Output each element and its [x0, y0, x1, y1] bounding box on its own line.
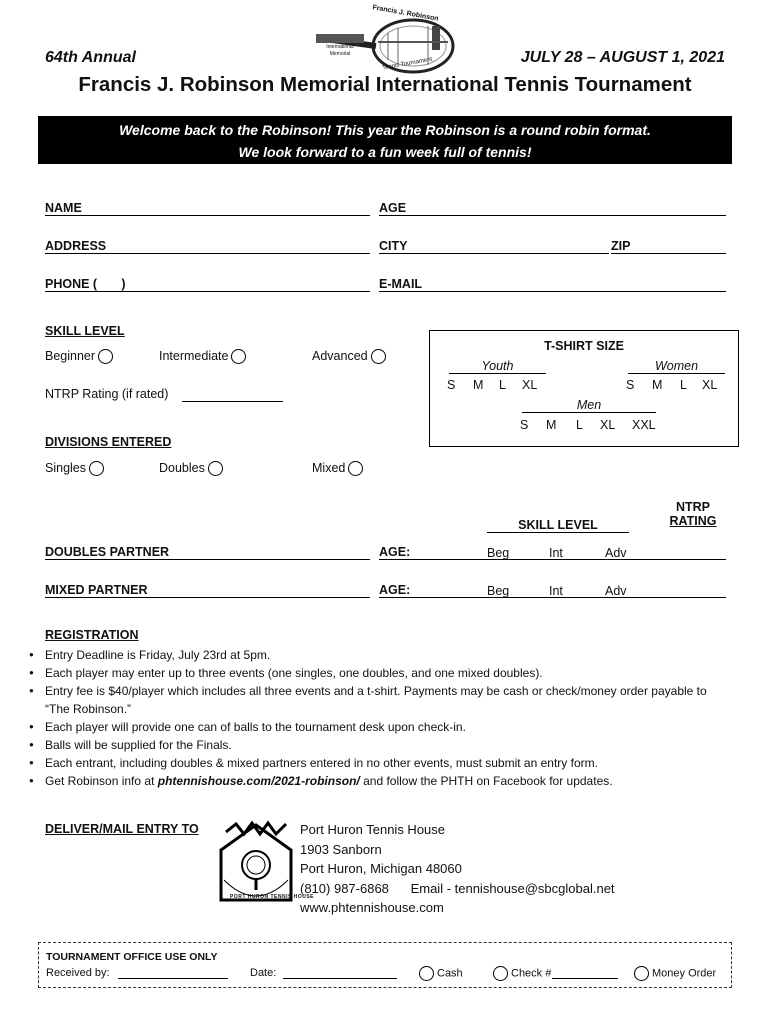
check-option[interactable]: Check # [493, 966, 551, 981]
women-size-m[interactable]: M [652, 378, 663, 392]
name-field[interactable] [45, 215, 370, 216]
mixed-skill-beg[interactable]: Beg [487, 584, 510, 598]
logo-inner-text: International Memorial [326, 44, 354, 57]
mixed-radio[interactable] [348, 461, 363, 476]
money-order-radio[interactable] [634, 966, 649, 981]
youth-label: Youth [449, 359, 546, 374]
singles-radio[interactable] [89, 461, 104, 476]
mixed-partner-label: MIXED PARTNER [45, 583, 148, 597]
received-by-field[interactable] [118, 978, 228, 979]
page-title: Francis J. Robinson Memorial International Tennis Tournament [78, 73, 692, 96]
skill-beginner-option[interactable]: Beginner [45, 349, 113, 364]
reg-item-deadline: ● Entry Deadline is Friday, July 23rd at 5pm. [0, 646, 745, 664]
skill-intermediate-option[interactable]: Intermediate [159, 349, 246, 364]
email-label: E-MAIL [379, 277, 423, 291]
check-radio[interactable] [493, 966, 508, 981]
zip-label: ZIP [611, 239, 631, 253]
division-singles-option[interactable]: Singles [45, 461, 104, 476]
doubles-radio[interactable] [208, 461, 223, 476]
reg-item-balls: ● Each player will provide one can of balls to the tournament desk upon check-in. [0, 718, 745, 736]
name-label: NAME [45, 201, 82, 215]
doubles-partner-label: DOUBLES PARTNER [45, 545, 170, 559]
reg-item-entrants: ● Each entrant, including doubles & mixed partners entered in no other events, must submit an entry form. [0, 754, 745, 772]
doubles-skill-beg[interactable]: Beg [487, 546, 510, 560]
men-size-xxl[interactable]: XXL [632, 418, 656, 432]
org-name: Port Huron Tennis House [300, 822, 446, 837]
doubles-skill-int[interactable]: Int [549, 546, 563, 560]
women-size-l[interactable]: L [680, 378, 687, 392]
reg-item-finals: ● Balls will be supplied for the Finals. [0, 736, 745, 754]
welcome-banner: Welcome back to the Robinson! This year the Robinson is a round robin format. We look forward to a fun week full of tennis! [38, 116, 732, 164]
doubles-age-label: AGE: [379, 545, 411, 559]
women-label: Women [628, 359, 725, 374]
skill-level-heading: SKILL LEVEL [45, 324, 125, 338]
city-label: CITY [379, 239, 408, 253]
cash-option[interactable]: Cash [419, 966, 463, 981]
registration-list [45, 646, 745, 790]
intermediate-radio[interactable] [231, 349, 246, 364]
address-label: ADDRESS [45, 239, 107, 253]
youth-size-l[interactable]: L [499, 378, 506, 392]
men-size-s[interactable]: S [520, 418, 529, 432]
mixed-age-label: AGE: [379, 583, 411, 597]
reg-item-fee: ● Entry fee is $40/player which includes all three events and a t-shirt. Payments may be cash or check/money order payable to “The Robinson.” [0, 682, 745, 718]
men-sizes [520, 418, 656, 432]
reg-item-events: ● Each player may enter up to three events (one singles, one doubles, and one mixed doubles). [0, 664, 745, 682]
tshirt-heading: T-SHIRT SIZE [544, 339, 624, 353]
robinson-info-link[interactable]: phtennishouse.com/2021-robinson/ [157, 774, 360, 788]
tennis-house-logo-text: PORT HURON TENNIS HOUSE [230, 894, 315, 900]
mixed-skill-int[interactable]: Int [549, 584, 563, 598]
phone-label: PHONE ( ) [45, 277, 126, 291]
city-state-zip: Port Huron, Michigan 48060 [300, 861, 462, 876]
youth-size-s[interactable]: S [447, 378, 456, 392]
men-size-l[interactable]: L [576, 418, 583, 432]
doubles-skill-adv[interactable]: Adv [605, 546, 627, 560]
date-label: Date: [250, 967, 277, 979]
registration-heading: REGISTRATION [45, 628, 139, 642]
received-by-label: Received by: [46, 967, 110, 979]
women-sizes [626, 378, 717, 392]
logo-bottom-text: Tennis Tournament [381, 56, 433, 72]
men-size-m[interactable]: M [546, 418, 557, 432]
beginner-radio[interactable] [98, 349, 113, 364]
cash-radio[interactable] [419, 966, 434, 981]
reg-item-info: ● Get Robinson info at phtennishouse.com/2021-robinson/ and follow the PHTH on Facebook for updates. [0, 772, 745, 790]
youth-sizes [447, 378, 537, 392]
advanced-radio[interactable] [371, 349, 386, 364]
tournament-dates: JULY 28 – AUGUST 1, 2021 [520, 49, 725, 66]
divisions-heading: DIVISIONS ENTERED [45, 435, 172, 449]
women-size-xl[interactable]: XL [702, 378, 718, 392]
phone-field[interactable] [45, 291, 370, 292]
zip-field[interactable] [611, 253, 726, 254]
partner-skill-heading: SKILL LEVEL [487, 518, 629, 533]
men-size-xl[interactable]: XL [600, 418, 616, 432]
check-number-field[interactable] [552, 978, 618, 979]
tennis-house-logo [216, 820, 296, 905]
phone-email: (810) 987-6868 Email - tennishouse@sbcglobal.net [300, 880, 615, 896]
division-mixed-option[interactable]: Mixed [312, 461, 363, 476]
office-use-box [38, 942, 732, 988]
skill-advanced-option[interactable]: Advanced [312, 349, 386, 364]
deliver-heading: DELIVER/MAIL ENTRY TO [45, 822, 199, 836]
website: www.phtennishouse.com [300, 900, 444, 915]
mailing-address [300, 820, 615, 918]
youth-size-m[interactable]: M [473, 378, 484, 392]
logo-arc-text: Francis J. Robinson [371, 4, 440, 23]
doubles-partner-field[interactable] [45, 559, 370, 560]
office-use-heading: TOURNAMENT OFFICE USE ONLY [46, 951, 218, 963]
ntrp-label: NTRP Rating (if rated) [45, 387, 169, 401]
men-label: Men [522, 398, 656, 413]
age-label: AGE [379, 201, 407, 215]
ntrp-field[interactable] [182, 401, 283, 402]
women-size-s[interactable]: S [626, 378, 635, 392]
city-field[interactable] [379, 253, 609, 254]
money-order-option[interactable]: Money Order [634, 966, 716, 981]
email-field[interactable] [379, 291, 726, 292]
date-field[interactable] [283, 978, 397, 979]
division-doubles-option[interactable]: Doubles [159, 461, 223, 476]
mixed-partner-field[interactable] [45, 597, 370, 598]
youth-size-xl[interactable]: XL [522, 378, 538, 392]
address-field[interactable] [45, 253, 370, 254]
ntrp-rating-heading: NTRP RATING [669, 500, 717, 528]
street-address: 1903 Sanborn [300, 841, 382, 857]
annual-label: 64th Annual [45, 49, 136, 66]
age-field[interactable] [379, 215, 726, 216]
mixed-skill-adv[interactable]: Adv [605, 584, 627, 598]
